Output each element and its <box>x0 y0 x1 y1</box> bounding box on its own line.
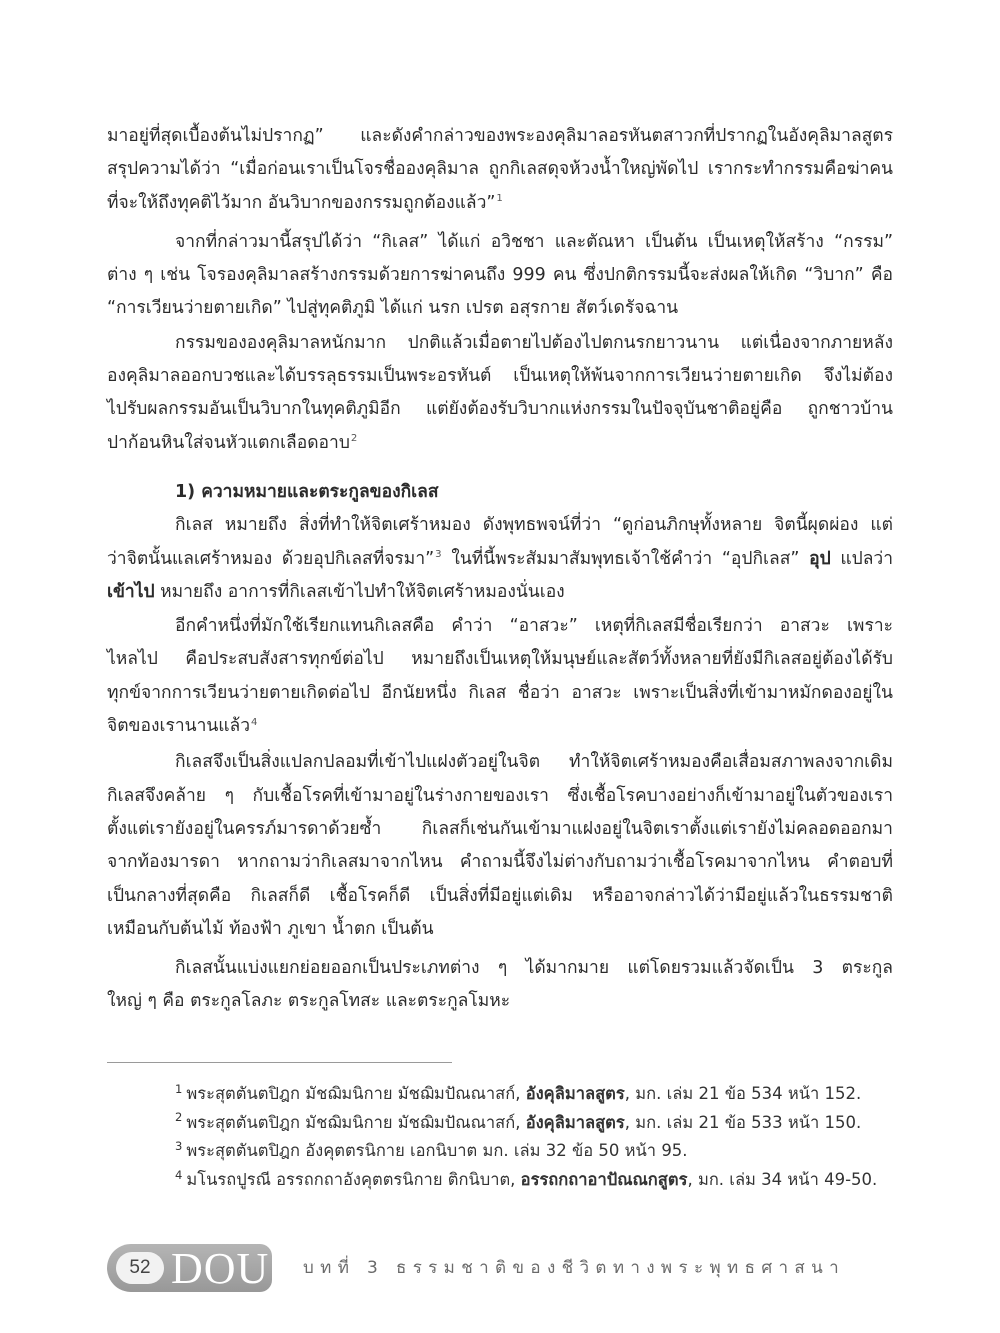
chapter-title: บทที่ 3 ธรรมชาติของชีวิตทางพระพุทธศาสนา <box>303 1258 845 1278</box>
body-line: เหมือนกับต้นไม้ ท้องฟ้า ภูเขา น้ำตก เป็นต้น <box>107 918 434 939</box>
footnote <box>175 1109 893 1138</box>
footnote-separator <box>107 1062 452 1063</box>
body-line: อีกคำหนึ่งที่มักใช้เรียกแทนกิเลสคือ คำว่า “อาสวะ” เหตุที่กิเลสมีชื่อเรียกว่า อาสวะ เพราะ <box>175 616 893 637</box>
line-text: ในที่นี้พระสัมมาสัมพุทธเจ้าใช้คำว่า “อุปกิเลส” <box>441 548 810 569</box>
footnote-number: 4 <box>175 1167 183 1182</box>
footnote-text: พระสุตตันตปิฎก อังคุตตรนิกาย เอกนิบาต มก. เล่ม 32 ข้อ 50 หน้า 95. <box>186 1141 688 1161</box>
line-text: จิตของเรานานแล้ว <box>107 716 251 737</box>
footnote-ref: 4 <box>251 716 258 728</box>
page-number: 52 <box>116 1252 164 1284</box>
body-line: ไปรับผลกรรมอันเป็นวิบากในทุคติภูมิอีก แต่ยังต้องรับวิบากแห่งกรรมในปัจจุบันชาติอยู่คือ ถูกชาวบ้าน <box>107 399 893 420</box>
footnote-text: มโนรถปูรณี อรรถกถาอังคุตตรนิกาย ติกนิบาต, <box>186 1170 521 1190</box>
paragraph <box>107 509 893 609</box>
line-text: ปาก้อนหินใส่จนหัวแตกเลือดอาบ <box>107 432 350 453</box>
footnote <box>175 1080 893 1109</box>
line-text: หมายถึง อาการที่กิเลสเข้าไปทำให้จิตเศร้าหมองนั่นเอง <box>154 581 565 602</box>
bold-term: เข้าไป <box>107 581 155 602</box>
footnote-title: อรรถกถาอาปัณณกสูตร <box>520 1170 688 1190</box>
body-line: ต่าง ๆ เช่น โจรองคุลิมาลสร้างกรรมด้วยการฆ่าคนถึง 999 คน ซึ่งปกติกรรมนี้จะส่งผลให้เกิด “วิบาก” คือ <box>107 265 893 286</box>
footnote-title: อังคุลิมาลสูตร <box>525 1084 625 1103</box>
body-line <box>107 187 893 220</box>
footnote-text: , มก. เล่ม 21 ข้อ 534 หน้า 152. <box>624 1084 862 1103</box>
body-line: กรรมขององคุลิมาลหนักมาก ปกติแล้วเมื่อตายไปต้องไปตกนรกยาวนาน แต่เนื่องจากภายหลัง <box>175 332 893 353</box>
footnote-ref: 2 <box>350 433 358 445</box>
body-line: กิเลสจึงเป็นสิ่งแปลกปลอมที่เข้าไปแฝงตัวอยู่ในจิต ทำให้จิตเศร้าหมองคือเสื่อมสภาพลงจากเดิม <box>175 752 893 773</box>
footnote-text: , มก. เล่ม 21 ข้อ 533 หน้า 150. <box>624 1112 862 1132</box>
body-line: ตั้งแต่เรายังอยู่ในครรภ์มารดาด้วยซ้ำ กิเลสก็เช่นกันเข้ามาแฝงอยู่ในจิตเราตั้งแต่เรายังไม่คลอดออกมา <box>107 818 893 839</box>
body-line: ใหญ่ ๆ คือ ตระกูลโลภะ ตระกูลโทสะ และตระกูลโมหะ <box>107 991 511 1012</box>
footnote-ref: 1 <box>496 193 503 205</box>
footnote-ref: 3 <box>435 549 442 561</box>
paragraph <box>107 327 893 460</box>
body-line: ไหลไป คือประสบสังสารทุกข์ต่อไป หมายถึงเป็นเหตุให้มนุษย์และสัตว์ทั้งหลายที่ยังมีกิเลสอยู่ต้องได้รับ <box>107 649 893 670</box>
line-text: ว่าจิตนั้นแลเศร้าหมอง ด้วยอุปกิเลสที่จรมา” <box>107 548 435 569</box>
body-line <box>107 543 893 576</box>
footnote-text: , มก. เล่ม 34 หน้า 49-50. <box>687 1170 878 1190</box>
footnote <box>175 1137 893 1166</box>
footnote-number: 3 <box>175 1139 183 1154</box>
body-line: จากท้องมารดา หากถามว่ากิเลสมาจากไหน คำถามนี้จึงไม่ต่างกับถามว่าเชื้อโรคมาจากไหน คำตอบที่ <box>107 852 893 873</box>
footnote <box>175 1166 893 1195</box>
footnote-text: พระสุตตันตปิฎก มัชฌิมนิกาย มัชฌิมปัณณาสก์, <box>186 1084 526 1103</box>
dou-logo: DOU <box>171 1244 270 1293</box>
line-text: แปลว่า <box>830 548 893 569</box>
body-line <box>107 427 893 460</box>
paragraph <box>107 226 893 326</box>
section-heading: 1) ความหมายและตระกูลของกิเลส <box>175 481 439 502</box>
line-text: ที่จะให้ถึงทุคติไว้มาก อันวิบากของกรรมถูกต้องแล้ว” <box>107 192 496 213</box>
footnotes <box>175 1080 893 1195</box>
body-line: “การเวียนว่ายตายเกิด” ไปสู่ทุคติภูมิ ได้แก่ นรก เปรต อสุรกาย สัตว์เดรัจฉาน <box>107 298 679 319</box>
body-line: มาอยู่ที่สุดเบื้องต้นไม่ปรากฏ” และดังคำกล่าวของพระองคุลิมาลอรหันตสาวกที่ปรากฏในอังคุลิมาลสูตร <box>107 126 893 146</box>
body-line: สรุปความได้ว่า “เมื่อก่อนเราเป็นโจรชื่อองคุลิมาล ถูกกิเลสดุจห้วงน้ำใหญ่พัดไป เรากระทำกรรมคือฆ่าคน <box>107 159 893 180</box>
paragraph <box>107 120 893 220</box>
body-line <box>107 710 893 743</box>
body-line: กิเลสนั้นแบ่งแยกย่อยออกเป็นประเภทต่าง ๆ ได้มากมาย แต่โดยรวมแล้วจัดเป็น 3 ตระกูล <box>175 958 893 979</box>
footnote-number: 1 <box>175 1081 183 1096</box>
paragraph <box>107 952 893 1019</box>
paragraph <box>107 746 893 946</box>
body-line: กิเลสจึงคล้าย ๆ กับเชื้อโรคที่เข้ามาอยู่ในร่างกายของเรา ซึ่งเชื้อโรคบางอย่างก็เข้ามาอยู่ในตัวของเรา <box>107 785 893 806</box>
page-footer-badge <box>107 1244 272 1292</box>
document-body <box>107 120 893 1019</box>
body-line: องคุลิมาลออกบวชและได้บรรลุธรรมเป็นพระอรหันต์ เป็นเหตุให้พ้นจากการเวียนว่ายตายเกิด จึงไม่ต้อง <box>107 366 893 387</box>
body-line: จากที่กล่าวมานี้สรุปได้ว่า “กิเลส” ได้แก่ อวิชชา และตัณหา เป็นต้น เป็นเหตุให้สร้าง “กรรม” <box>175 231 893 252</box>
body-line <box>107 576 893 609</box>
bold-term: อุป <box>809 548 831 569</box>
footnote-title: อังคุลิมาลสูตร <box>525 1112 625 1132</box>
footnote-number: 2 <box>175 1110 183 1125</box>
paragraph <box>107 610 893 743</box>
footnote-text: พระสุตตันตปิฎก มัชฌิมนิกาย มัชฌิมปัณณาสก์, <box>186 1112 526 1132</box>
body-line: ทุกข์จากการเวียนว่ายตายเกิดต่อไป อีกนัยหนึ่ง กิเลส ชื่อว่า อาสวะ เพราะเป็นสิ่งที่เข้ามาหมักดองอยู่ใน <box>107 682 893 703</box>
body-line: กิเลส หมายถึง สิ่งที่ทำให้จิตเศร้าหมอง ดังพุทธพจน์ที่ว่า “ดูก่อนภิกษุทั้งหลาย จิตนี้ผุดผ่อง แต่ <box>175 515 893 536</box>
body-line: เป็นกลางที่สุดคือ กิเลสก็ดี เชื้อโรคก็ดี เป็นสิ่งที่มีอยู่แต่เดิม หรืออาจกล่าวได้ว่ามีอยู่แล้วในธรรมชาติ <box>107 885 893 906</box>
